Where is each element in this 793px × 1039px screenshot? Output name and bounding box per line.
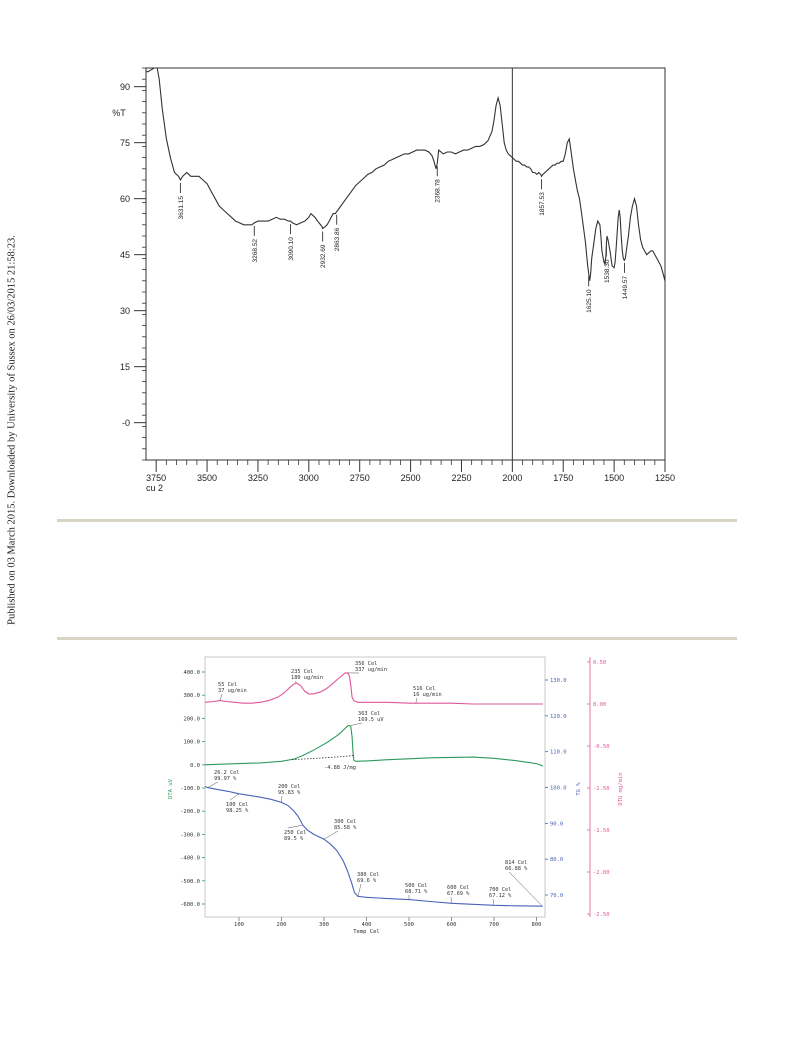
ir-y-tick-label: -0 [121,418,130,429]
ta-dtg-tick-label: 0.00 [593,702,607,708]
ta-annotation-label: 600 Cel [447,885,470,891]
ta-dtg-curve [205,673,543,704]
ta-dta-tick-label: 300.0 [183,693,200,700]
ta-annotation-label: 66.88 % [505,866,528,872]
ir-peak-label: 3268.52 [251,238,259,263]
ta-tg-axis-label: TG % [576,782,582,796]
ta-dta-tick-label: -200.0 [180,809,200,816]
ta-annotation-label: 99.97 % [214,776,237,782]
ta-annotation-label: 98.25 % [226,808,249,814]
ir-sample-label: cu 2 [146,483,164,493]
ta-annotation-label: 169.5 uV [358,717,384,723]
ir-peak-label: 2932.69 [320,244,328,269]
ta-x-tick-label: 600 [446,922,457,928]
ta-tg-tick-label: 130.0 [550,678,567,684]
ir-peak-label: 3631.15 [177,196,185,220]
ta-dta-tick-label: -600.0 [180,902,200,908]
ta-annotation-label: -4.88 J/mg [324,765,356,771]
ir-y-tick-label: 30 [119,306,130,317]
ta-x-tick-label: 200 [276,922,287,928]
ta-annotation-label: 55 Cel [218,682,238,688]
ta-annotation-leader [230,794,239,800]
ta-annotation-leader [288,825,303,828]
ta-x-tick-label: 100 [234,922,244,928]
ir-x-tick-label: 3000 [298,473,319,483]
ta-annotation-label: 95.83 % [278,790,301,796]
ir-peak-label: 1449.57 [621,275,629,300]
ta-annotation-leader [208,782,218,788]
ir-x-tick-label: 1500 [604,473,625,483]
ta-dtg-tick-label: -1.50 [593,786,610,792]
ta-annotation-label: 67.12 % [489,893,512,899]
ir-peak-label: 2863.86 [334,227,342,252]
ta-annotation-label: 500 Cel [405,883,428,889]
ta-x-axis-label: Temp Cel [353,929,380,935]
ta-annotation-label: 363 Cel [358,711,381,717]
ta-dtg-tick-label: 0.50 [593,660,607,666]
ir-y-tick-label: 45 [119,250,130,261]
ta-annotation-leader [351,723,362,725]
ir-x-tick-label: 2250 [451,473,472,483]
ir-y-tick-label: 15 [119,362,130,373]
ir-y-tick-label: 75 [119,138,130,149]
ta-annotation-leader [493,899,494,905]
ta-annotation-label: 100 Cel [226,802,249,808]
ta-annotation-leader [416,698,417,703]
ta-dta-curve [205,726,543,767]
ta-annotation-label: 380 Cel [357,872,380,878]
ir-y-tick-label: 90 [119,82,130,93]
ta-tg-tick-label: 70.0 [550,893,564,899]
ta-x-tick-label: 800 [531,922,542,928]
ta-annotation-label: 300 Cel [334,819,357,825]
ir-x-tick-label: 1750 [553,473,574,483]
ta-tg-tick-label: 100.0 [550,785,567,792]
ta-annotation-label: 250 Cel [284,830,307,836]
ta-tg-tick-label: 80.0 [550,857,564,864]
ta-dta-tick-label: -100.0 [180,786,200,792]
ta-x-tick-label: 700 [489,922,499,928]
ir-x-tick-label: 3500 [197,473,218,483]
ta-annotation-label: 85.58 % [334,825,357,831]
ta-annotation-label: 356 Cel [355,661,378,667]
ta-dta-axis-label: DTA uV [168,779,174,799]
ir-x-tick-label: 2750 [349,473,370,483]
ta-dta-tick-label: -400.0 [180,855,200,862]
ta-tg-tick-label: 110.0 [550,749,567,756]
ir-x-tick-label: 3750 [146,473,167,483]
ta-annotation-label: 814 Cel [505,860,528,866]
ta-annotation-label: 68.71 % [405,889,428,895]
ta-annotation-label: 516 Cel [413,686,436,692]
ta-dta-tick-label: -300.0 [180,832,200,839]
ta-annotation-leader [358,884,361,896]
ir-peak-label: 1625.10 [586,289,594,313]
ir-peak-label: 3090.10 [288,237,296,261]
ta-dtg-tick-label: -2.00 [593,870,610,876]
ta-x-tick-label: 500 [404,922,414,928]
ta-annotation-label: 700 Cel [489,887,512,893]
ta-x-tick-label: 300 [319,922,329,928]
ta-annotation-leader [220,694,222,701]
ta-x-tick-label: 400 [361,922,372,928]
ta-annotation-leader [509,872,542,906]
ta-annotation-label: 67.69 % [447,891,470,897]
ta-annotation-label: 337 ug/min [355,667,387,673]
ir-peak-label: 2368.78 [434,179,442,203]
ir-y-axis-label: %T [112,107,126,118]
ir-peak-label: 1857.53 [538,192,546,216]
ta-annotation-leader [451,897,452,903]
ir-x-tick-label: 2500 [400,473,421,483]
ta-dtg-tick-label: -2.50 [593,912,610,918]
ta-annotation-leader [282,796,283,802]
ta-dta-tick-label: 400.0 [183,670,200,676]
ta-dta-tick-label: 200.0 [183,716,200,723]
ta-dta-tick-label: -500.0 [180,878,200,885]
ta-annotation-leader [324,831,338,839]
ta-annotation-label: 180 ug/min [291,675,323,681]
ir-x-tick-label: 2000 [502,473,523,483]
ta-annotation-label: 16 ug/min [413,692,442,698]
ta-annotation-label: 37 ug/min [218,688,247,694]
ir-x-tick-label: 1250 [654,473,676,483]
ir-y-tick-label: 60 [119,194,130,205]
ta-dta-tick-label: 0.0 [190,762,200,769]
ta-tg-tick-label: 90.0 [550,821,564,828]
ir-peak-label: 1538.30 [603,259,611,283]
publication-note-text: Published on 03 March 2015. Downloaded by University of Sussex on 26/03/2015 21:58:23. [6,235,18,625]
ta-dtg-axis-label: DTG mg/min [618,772,624,806]
ta-annotation-label: 235 Cel [291,669,314,675]
ta-dtg-tick-label: -0.50 [593,744,610,750]
ta-annotation-label: 89.5 % [284,836,304,842]
ta-annotation-label: 200 Cel [278,784,301,790]
ir-x-tick-label: 3250 [247,473,268,483]
ta-annotation-label: 26.2 Cel [214,770,240,776]
ta-dtg-tick-label: -1.50 [593,828,610,834]
ta-tg-tick-label: 120.0 [550,713,567,720]
ta-annotation-label: 69.6 % [357,878,377,884]
ta-dta-tick-label: 100.0 [183,739,200,746]
